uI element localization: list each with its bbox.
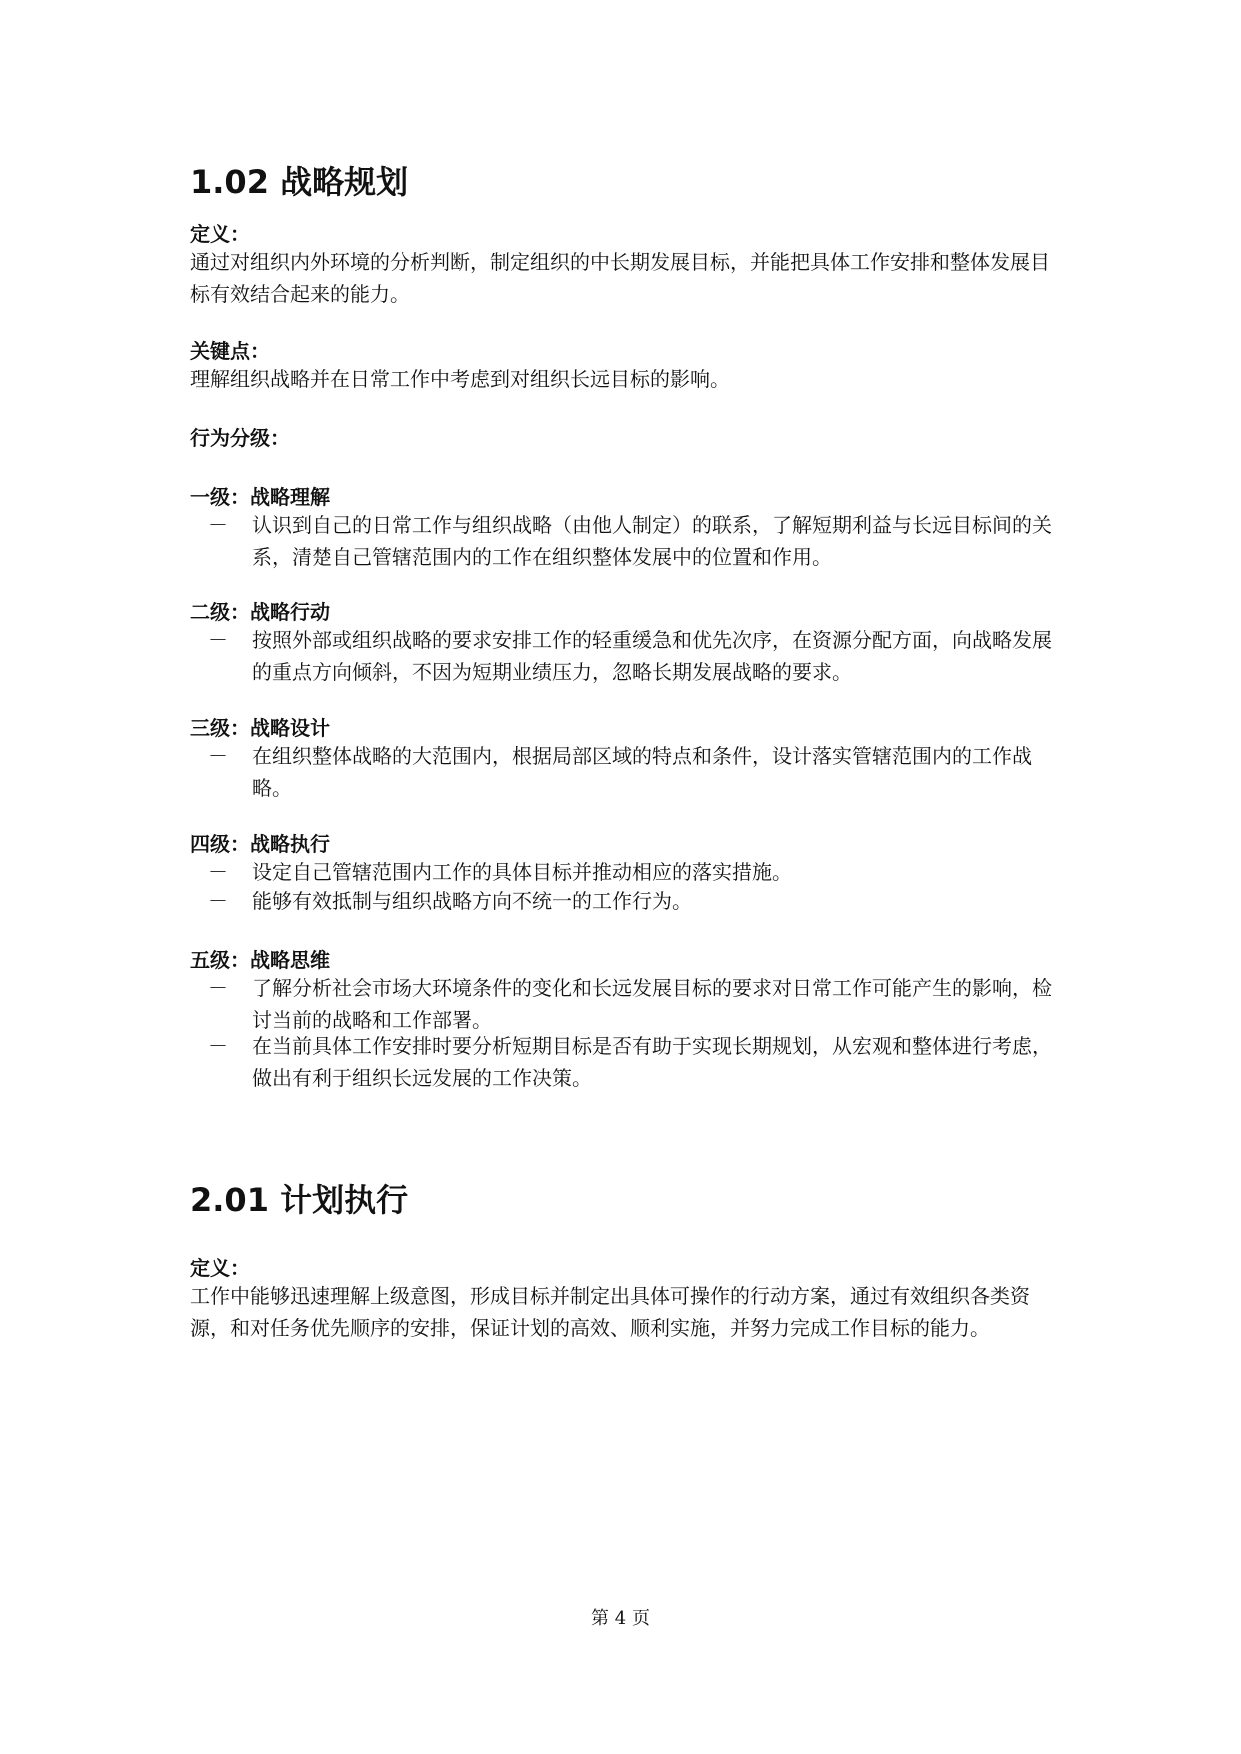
level-1-label: 一级：战略理解 (190, 485, 330, 509)
bullet-dash: － (208, 628, 228, 652)
bullet-dash: － (208, 513, 228, 537)
level-4-label: 四级：战略执行 (190, 832, 330, 856)
section-title-strategic-planning: 1.02 战略规划 (190, 163, 409, 201)
definition-text: 通过对组织内外环境的分析判断，制定组织的中长期发展目标，并能把具体工作安排和整体发展目标有效结合起来的能力。 (190, 250, 1050, 306)
level-5-item-text: 了解分析社会市场大环境条件的变化和长远发展目标的要求对日常工作可能产生的影响，检讨当前的战略和工作部署。 (252, 976, 1052, 1032)
section-title-plan-execution: 2.01 计划执行 (190, 1181, 409, 1219)
behavior-levels-label: 行为分级： (190, 426, 290, 450)
bullet-dash: － (208, 976, 228, 1000)
level-5-label: 五级：战略思维 (190, 948, 330, 972)
definition-label: 定义： (190, 1256, 250, 1280)
bullet-dash: － (208, 860, 228, 884)
level-1-item-text: 认识到自己的日常工作与组织战略（由他人制定）的联系，了解短期利益与长远目标间的关系，清楚自己管辖范围内的工作在组织整体发展中的位置和作用。 (252, 513, 1052, 569)
page-number: 第 4 页 (591, 1608, 650, 1629)
level-3-item-text: 在组织整体战略的大范围内，根据局部区域的特点和条件，设计落实管辖范围内的工作战略。 (252, 744, 1032, 800)
level-2-label: 二级：战略行动 (190, 600, 330, 624)
level-4-item-text: 设定自己管辖范围内工作的具体目标并推动相应的落实措施。 (252, 860, 792, 884)
key-points-text: 理解组织战略并在日常工作中考虑到对组织长远目标的影响。 (190, 367, 730, 391)
key-points-label: 关键点： (190, 339, 270, 363)
definition-label: 定义： (190, 222, 250, 246)
bullet-dash: － (208, 1034, 228, 1058)
bullet-dash: － (208, 744, 228, 768)
level-3-label: 三级：战略设计 (190, 716, 330, 740)
definition-text: 工作中能够迅速理解上级意图，形成目标并制定出具体可操作的行动方案，通过有效组织各类资源，和对任务优先顺序的安排，保证计划的高效、顺利实施，并努力完成工作目标的能力。 (190, 1284, 1030, 1340)
level-2-item-text: 按照外部或组织战略的要求安排工作的轻重缓急和优先次序，在资源分配方面，向战略发展的重点方向倾斜，不因为短期业绩压力，忽略长期发展战略的要求。 (252, 628, 1052, 684)
bullet-dash: － (208, 889, 228, 913)
level-4-item-text: 能够有效抵制与组织战略方向不统一的工作行为。 (252, 889, 692, 913)
level-5-item-text: 在当前具体工作安排时要分析短期目标是否有助于实现长期规划，从宏观和整体进行考虑，做出有利于组织长远发展的工作决策。 (252, 1034, 1052, 1090)
